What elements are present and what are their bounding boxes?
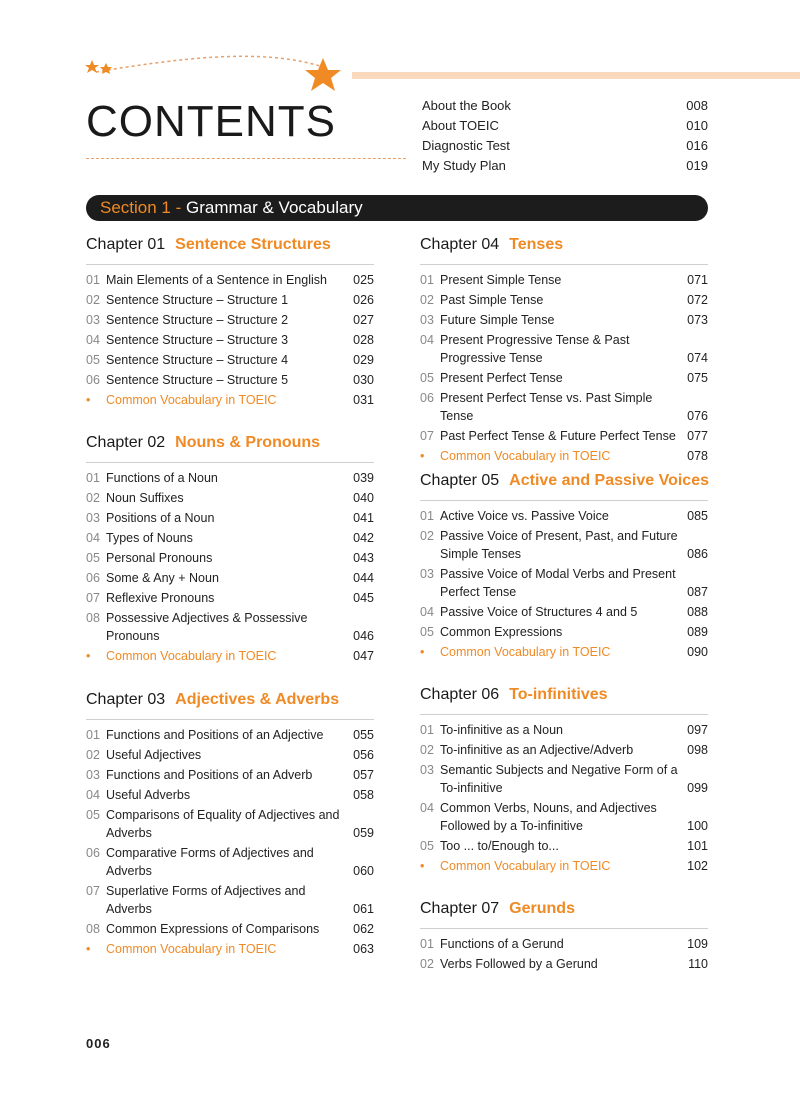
chapter-divider [420,500,708,501]
chapter-label: Chapter 06 [420,686,500,703]
section-name: Grammar & Vocabulary [186,198,363,217]
item-title: Functions of a Noun [106,471,218,485]
toc-item[interactable] [86,271,374,289]
item-page: 061 [353,902,374,916]
item-page: 029 [353,353,374,367]
item-page: 060 [353,864,374,878]
item-number: 01 [86,273,100,287]
chapter-title: Nouns & Pronouns [175,434,321,451]
toc-item[interactable] [86,726,374,744]
item-title: Common Vocabulary in TOEIC [106,393,277,407]
item-number: 04 [420,333,434,347]
toc-item[interactable] [86,351,374,369]
item-number: 02 [420,293,434,307]
chapter-label: Chapter 07 [420,900,500,917]
item-title: Personal Pronouns [106,551,213,565]
item-number: 04 [86,531,100,545]
item-title: Positions of a Noun [106,511,215,525]
item-number: 08 [86,922,100,936]
item-page: 059 [353,826,374,840]
toc-item[interactable] [86,806,374,842]
item-title: Future Simple Tense [440,313,555,327]
item-number: 05 [420,625,434,639]
toc-item[interactable] [86,786,374,804]
large-star-icon [305,58,341,91]
item-page: 030 [353,373,374,387]
item-page: 077 [687,429,708,443]
section-prefix: Section 1 - [100,198,182,217]
item-page: 090 [687,645,708,659]
item-number: 05 [86,353,100,367]
item-number: 01 [86,471,100,485]
title-divider [86,158,406,159]
item-title: Common Vocabulary in TOEIC [440,449,611,463]
item-number: 02 [420,529,434,543]
chapter-divider [420,714,708,715]
toc-item[interactable] [86,844,374,880]
toc-item[interactable] [420,389,708,425]
item-page: 109 [687,937,708,951]
item-number: • [420,449,425,463]
toc-item[interactable] [420,271,708,289]
item-number: 05 [420,371,434,385]
chapter-block [86,428,374,667]
toc-item[interactable] [86,766,374,784]
item-number: • [420,645,425,659]
toc-item[interactable] [86,609,374,645]
item-number: 01 [420,937,434,951]
toc-item[interactable] [86,529,374,547]
item-number: 03 [420,567,434,581]
item-title: To-infinitive as an Adjective/Adverb [440,743,634,757]
item-page: 110 [688,957,708,971]
page-number: 006 [86,1036,111,1051]
item-number: 03 [86,511,100,525]
item-page: 055 [353,728,374,742]
item-page: 102 [687,859,708,873]
toc-item[interactable] [86,569,374,587]
item-page: 039 [353,471,374,485]
item-number: 03 [420,763,434,777]
chapter-title: Active and Passive Voices [509,472,709,489]
item-title: Passive Voice of Present, Past, and Future Simple Tenses [440,529,678,561]
item-title: Verbs Followed by a Gerund [440,957,598,971]
chapter-title: Gerunds [509,900,575,917]
toc-item[interactable] [420,369,708,387]
item-title: Functions and Positions of an Adverb [106,768,313,782]
dashed-curve [96,56,320,72]
toc-item[interactable] [86,291,374,309]
toc-item[interactable] [86,489,374,507]
page-title: CONTENTS [86,97,336,146]
toc-item[interactable] [86,469,374,487]
toc-item[interactable] [420,291,708,309]
chapter-label: Chapter 03 [86,691,166,708]
toc-item[interactable] [420,761,708,797]
item-title: Present Simple Tense [440,273,562,287]
item-page: 071 [687,273,708,287]
item-title: Semantic Subjects and Negative Form of a To-infinitive [440,763,678,795]
small-star-icon [100,63,112,74]
item-page: 075 [687,371,708,385]
toc-item[interactable] [86,371,374,389]
item-number: 07 [420,429,434,443]
item-title: Useful Adverbs [106,788,191,802]
item-title: Active Voice vs. Passive Voice [440,509,609,523]
item-title: Past Simple Tense [440,293,544,307]
item-title: Functions of a Gerund [440,937,564,951]
item-page: 031 [353,393,374,407]
item-page: 100 [687,819,708,833]
item-number: 02 [420,743,434,757]
toc-item[interactable] [86,549,374,567]
item-number: 04 [86,333,100,347]
toc-item[interactable] [420,507,708,525]
item-number: 06 [86,846,100,860]
item-page: 027 [353,313,374,327]
front-matter-item[interactable]: About the Book 008 [422,98,708,113]
item-number: 02 [86,293,100,307]
item-page: 041 [353,511,374,525]
vocabulary-item[interactable] [420,643,708,661]
item-number: 04 [420,801,434,815]
item-number: • [86,942,91,956]
chapter-block [420,466,708,663]
item-title: Useful Adjectives [106,748,202,762]
item-number: 01 [420,273,434,287]
toc-item[interactable] [420,799,708,835]
chapter-divider [86,264,374,265]
item-page: 073 [687,313,708,327]
toc-item[interactable] [86,509,374,527]
item-title: Common Vocabulary in TOEIC [440,859,611,873]
item-number: 02 [86,748,100,762]
item-title: Main Elements of a Sentence in English [106,273,327,287]
chapter-heading[interactable] [420,680,708,710]
item-title: Reflexive Pronouns [106,591,215,605]
item-number: 01 [420,723,434,737]
item-title: Passive Voice of Structures 4 and 5 [440,605,638,619]
item-number: 06 [420,391,434,405]
item-page: 043 [353,551,374,565]
item-page: 072 [687,293,708,307]
small-star-icon [85,60,99,73]
toc-item[interactable] [86,746,374,764]
toc-item[interactable] [86,331,374,349]
item-page: 099 [687,781,708,795]
toc-item[interactable] [420,623,708,641]
item-title: Passive Voice of Modal Verbs and Present Perfect Tense [440,567,676,599]
item-page: 086 [687,547,708,561]
front-matter-item[interactable]: About TOEIC 010 [422,118,708,133]
chapter-label: Chapter 04 [420,236,500,253]
toc-item[interactable] [86,882,374,918]
item-number: 07 [86,884,100,898]
item-title: Superlative Forms of Adjectives and Adverbs [106,884,306,916]
toc-item[interactable] [420,565,708,601]
item-page: 056 [353,748,374,762]
chapter-heading[interactable] [420,894,708,924]
item-title: Common Verbs, Nouns, and Adjectives Followed by a To-infinitive [440,801,657,833]
item-page: 074 [687,351,708,365]
item-page: 088 [687,605,708,619]
vocabulary-item[interactable] [420,857,708,875]
toc-item[interactable] [86,311,374,329]
toc-item[interactable] [420,741,708,759]
item-number: • [86,393,91,407]
chapter-label: Chapter 02 [86,434,166,451]
chapter-heading[interactable] [86,428,374,458]
vocabulary-item[interactable] [420,447,708,465]
item-page: 045 [353,591,374,605]
front-matter-item[interactable]: Diagnostic Test 016 [422,138,708,153]
chapter-block [420,230,708,467]
item-page: 026 [353,293,374,307]
item-title: Sentence Structure – Structure 5 [106,373,289,387]
front-matter-item[interactable]: My Study Plan 019 [422,158,708,173]
toc-item[interactable] [420,331,708,367]
chapter-divider [86,719,374,720]
item-title: Common Vocabulary in TOEIC [106,942,277,956]
item-title: Common Expressions [440,625,563,639]
item-title: Comparisons of Equality of Adjectives and Adverbs [106,808,340,840]
item-page: 098 [687,743,708,757]
toc-item[interactable] [420,527,708,563]
item-title: Possessive Adjectives & Possessive Pronouns [106,611,308,643]
chapter-block [420,894,708,975]
chapter-divider [86,462,374,463]
item-number: 04 [86,788,100,802]
item-title: Present Perfect Tense vs. Past Simple Tense [440,391,653,423]
item-page: 044 [353,571,374,585]
item-number: 02 [420,957,434,971]
item-title: Common Vocabulary in TOEIC [440,645,611,659]
item-page: 076 [687,409,708,423]
item-title: Common Vocabulary in TOEIC [106,649,277,663]
chapter-block [86,230,374,411]
item-page: 057 [353,768,374,782]
chapter-heading[interactable] [420,230,708,260]
toc-item[interactable] [420,427,708,445]
item-number: 01 [86,728,100,742]
item-number: 06 [86,373,100,387]
item-title: Types of Nouns [106,531,193,545]
item-page: 078 [687,449,708,463]
item-page: 097 [687,723,708,737]
vocabulary-item[interactable] [86,391,374,409]
item-number: 05 [86,808,100,822]
item-number: 07 [86,591,100,605]
chapter-heading[interactable] [420,466,708,496]
item-title: Sentence Structure – Structure 3 [106,333,289,347]
item-title: To-infinitive as a Noun [440,723,563,737]
chapter-title: Sentence Structures [175,236,331,253]
vocabulary-item[interactable] [86,940,374,958]
item-page: 087 [687,585,708,599]
item-number: 05 [86,551,100,565]
item-title: Noun Suffixes [106,491,184,505]
item-title: Some & Any + Noun [106,571,219,585]
item-title: Comparative Forms of Adjectives and Adverbs [106,846,314,878]
toc-item[interactable] [420,603,708,621]
item-title: Too ... to/Enough to... [440,839,559,853]
toc-item[interactable] [420,837,708,855]
item-page: 063 [353,942,374,956]
toc-item[interactable] [420,311,708,329]
item-page: 062 [353,922,374,936]
chapter-heading[interactable] [86,230,374,260]
chapter-label: Chapter 01 [86,236,166,253]
chapter-heading[interactable] [86,685,374,715]
toc-item[interactable] [420,721,708,739]
item-title: Past Perfect Tense & Future Perfect Tense [440,429,676,443]
vocabulary-item[interactable] [86,647,374,665]
item-number: • [420,859,425,873]
item-number: • [86,649,91,663]
item-number: 08 [86,611,100,625]
item-title: Sentence Structure – Structure 2 [106,313,289,327]
chapter-title: To-infinitives [509,686,608,703]
item-page: 040 [353,491,374,505]
header-band [352,72,800,79]
item-page: 058 [353,788,374,802]
item-title: Present Perfect Tense [440,371,563,385]
front-matter-list [422,96,708,176]
chapter-title: Adjectives & Adverbs [175,691,340,708]
toc-item[interactable] [420,935,708,953]
chapter-divider [420,264,708,265]
chapter-block [86,685,374,960]
item-page: 046 [353,629,374,643]
item-title: Sentence Structure – Structure 1 [106,293,289,307]
item-number: 04 [420,605,434,619]
item-number: 01 [420,509,434,523]
item-number: 06 [86,571,100,585]
item-title: Present Progressive Tense & Past Progressive Tense [440,333,630,365]
item-page: 089 [687,625,708,639]
item-page: 047 [353,649,374,663]
item-number: 03 [420,313,434,327]
toc-item[interactable] [86,589,374,607]
item-title: Sentence Structure – Structure 4 [106,353,289,367]
item-number: 05 [420,839,434,853]
item-title: Functions and Positions of an Adjective [106,728,324,742]
toc-item[interactable] [420,955,708,973]
chapter-block [420,680,708,877]
toc-item[interactable] [86,920,374,938]
item-number: 03 [86,768,100,782]
item-page: 085 [687,509,708,523]
item-number: 02 [86,491,100,505]
item-page: 101 [687,839,708,853]
item-page: 028 [353,333,374,347]
section-header [86,195,708,221]
item-number: 03 [86,313,100,327]
chapter-title: Tenses [509,236,564,253]
chapter-divider [420,928,708,929]
item-page: 042 [353,531,374,545]
chapter-label: Chapter 05 [420,472,500,489]
item-title: Common Expressions of Comparisons [106,922,320,936]
item-page: 025 [353,273,374,287]
